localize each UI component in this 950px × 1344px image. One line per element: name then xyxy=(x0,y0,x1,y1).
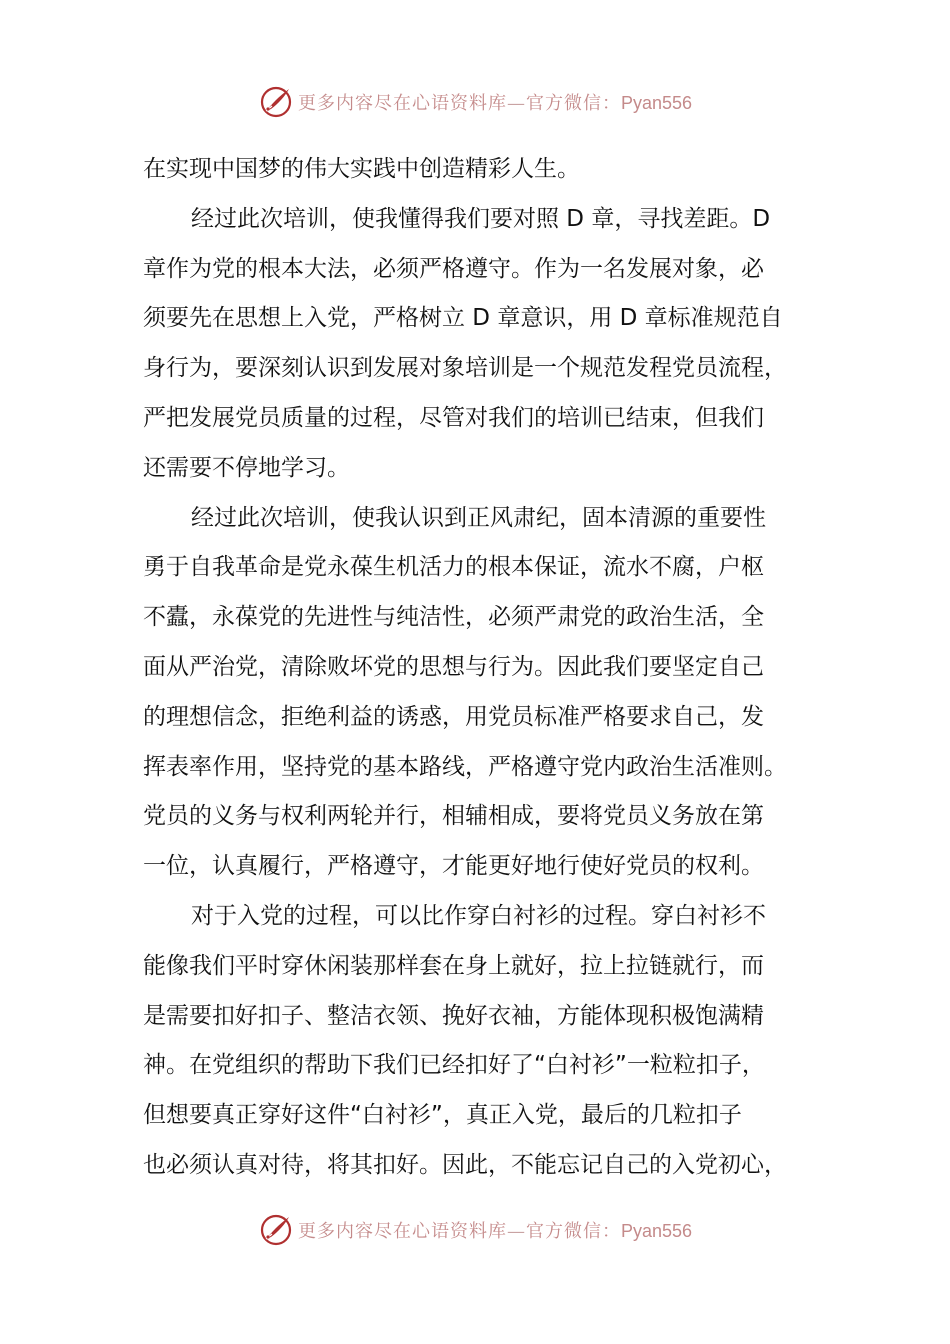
document-line: 能像我们平时穿休闲装那样套在身上就好，拉上拉链就行，而 xyxy=(143,952,764,979)
header-wechat-handle: Pyan556 xyxy=(620,93,693,113)
footer-wechat-label: 官方微信： xyxy=(525,1221,621,1242)
document-line: 党员的义务与权利两轮并行，相辅相成，要将党员义务放在第 xyxy=(143,803,764,830)
header-watermark-text xyxy=(298,89,692,115)
quill-logo-icon xyxy=(258,84,294,120)
document-line: 也必须认真对待，将其扣好。因此，不能忘记自己的入党初心， xyxy=(143,1151,787,1178)
document-line: 勇于自我革命是党永葆生机活力的根本保证，流水不腐，户枢 xyxy=(143,554,764,581)
document-body xyxy=(143,145,823,1191)
document-line: 神。在党组织的帮助下我们已经扣好了“白衬衫”一粒粒扣子， xyxy=(143,1052,765,1079)
footer-watermark-banner xyxy=(0,1208,950,1252)
footer-separator: — xyxy=(506,1221,526,1242)
document-line: 身行为，要深刻认识到发展对象培训是一个规范发程党员流程， xyxy=(143,355,787,382)
document-line: 经过此次培训，使我懂得我们要对照 D 章，寻找差距。D xyxy=(191,205,771,232)
document-line: 章作为党的根本大法，必须严格遵守。作为一名发展对象，必 xyxy=(143,255,764,282)
footer-wechat-handle: Pyan556 xyxy=(620,1221,693,1241)
document-line: 一位，认真履行，严格遵守，才能更好地行使好党员的权利。 xyxy=(143,853,764,880)
document-line: 在实现中国梦的伟大实践中创造精彩人生。 xyxy=(143,156,580,182)
header-separator: — xyxy=(506,93,526,114)
document-line: 不蠹，永葆党的先进性与纯洁性，必须严肃党的政治生活，全 xyxy=(143,604,764,631)
document-line: 严把发展党员质量的过程，尽管对我们的培训已结束，但我们 xyxy=(143,404,764,431)
quill-logo-icon xyxy=(258,1212,294,1248)
document-line: 挥表率作用，坚持党的基本路线，严格遵守党内政治生活准则。 xyxy=(143,753,787,780)
footer-site-text: 更多内容尽在心语资料库 xyxy=(297,1221,507,1242)
document-line: 的理想信念，拒绝利益的诱惑，用党员标准严格要求自己，发 xyxy=(143,703,764,730)
document-line: 须要先在思想上入党，严格树立 D 章意识，用 D 章标准规范自 xyxy=(143,305,783,332)
header-wechat-label: 官方微信： xyxy=(525,93,621,114)
footer-watermark-text xyxy=(298,1217,692,1243)
document-line: 还需要不停地学习。 xyxy=(143,454,350,481)
header-watermark-banner xyxy=(0,80,950,124)
document-line: 对于入党的过程，可以比作穿白衬衫的过程。穿白衬衫不 xyxy=(191,902,766,929)
document-line: 但想要真正穿好这件“白衬衫”，真正入党，最后的几粒扣子 xyxy=(143,1102,742,1129)
document-line: 是需要扣好扣子、整洁衣领、挽好衣袖，方能体现积极饱满精 xyxy=(143,1002,764,1029)
document-line: 面从严治党，清除败坏党的思想与行为。因此我们要坚定自己 xyxy=(143,653,764,680)
header-site-text: 更多内容尽在心语资料库 xyxy=(297,93,507,114)
document-line: 经过此次培训，使我认识到正风肃纪，固本清源的重要性 xyxy=(191,504,766,531)
